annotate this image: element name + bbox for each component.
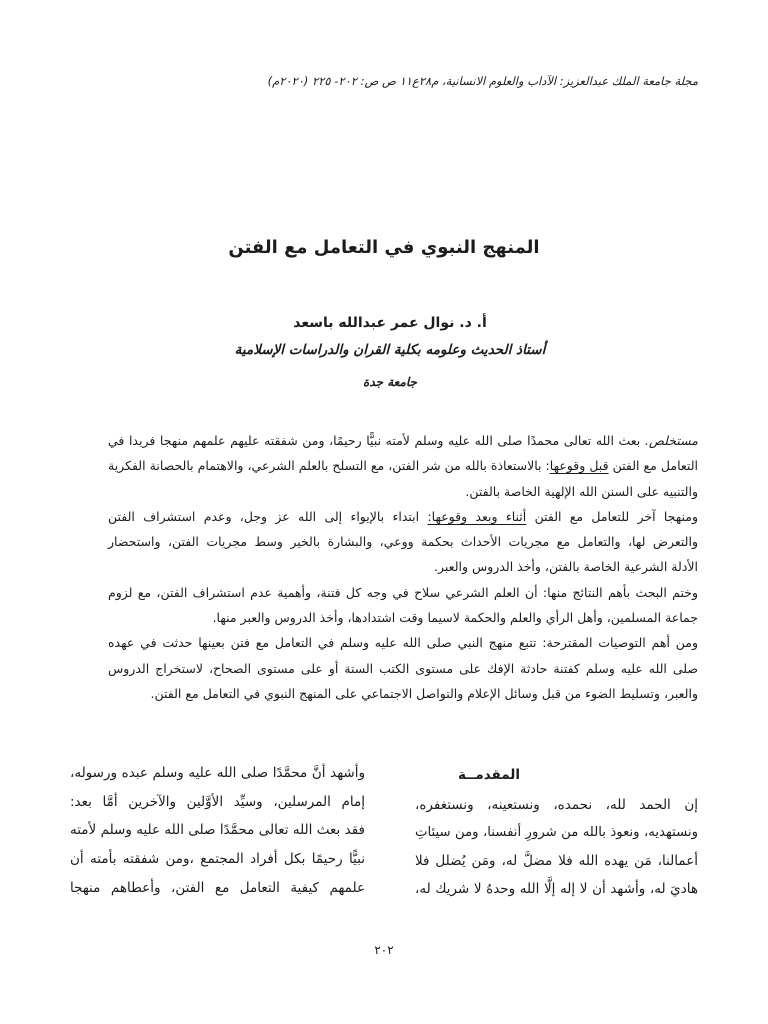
abstract-text: ومن أهم التوصيات المقترحة: تتبع منهج النبي صلى الله عليه وسلم في التعامل مع فتن بعينها حدثت في عهده — [108, 635, 698, 651]
abstract-line — [108, 479, 698, 504]
journal-header: مجلة جامعة الملك عبدالعزيز: الآداب والعلوم الانسانية، م٢٨ع١١ ص ص: ٢٠٢- ٢٢٥ (٢٠٢٠م) — [267, 74, 698, 88]
body-line: فقد بعث الله تعالى محمَّدًا صلى الله عليه وسلم لأمته — [70, 822, 365, 839]
abstract-label: مستخلص. — [644, 433, 698, 448]
page-number: ٢٠٢ — [374, 943, 394, 957]
abstract-text: والعبر، وتسليط الضوء من قبل وسائل الإعلام والتواصل الاجتماعي على المنهج النبوي في التعامل مع الفتن. — [150, 685, 698, 701]
abstract-line — [108, 630, 698, 655]
abstract-text: الأدلة الشرعية الخاصة بالفتن، وأخذ الدروس والعبر. — [434, 559, 698, 575]
body-line: علمهم كيفية التعامل مع الفتن، وأعطاهم منهجا — [70, 879, 365, 896]
author-position: أستاذ الحديث وعلومه بكلية القران والدراسات الإسلامية — [234, 342, 546, 358]
abstract-text: ابتداء بالإيواء إلى الله عز وجل، وعدم استشراف الفتن — [108, 508, 420, 524]
abstract-text: والتنبيه على السنن الله الإلهية الخاصة بالفتن. — [465, 483, 698, 499]
body-line: هاديَ له، وأشهد أن لا إله إلَّا الله وحدهُ لا شريك له، — [415, 881, 698, 897]
abstract-text: : بالاستعاذة بالله من شر الفتن، مع التسلح بالعلم الشرعي، والاهتمام بالحصانة الفكرية — [108, 458, 550, 474]
underlined-phrase: قبل وقوعها — [549, 458, 609, 474]
underlined-phrase: أثناء وبعد وقوعها: — [427, 508, 527, 524]
abstract-line — [108, 428, 698, 453]
body-line: وأشهد أنَّ محمَّدًا صلى الله عليه وسلم عبده ورسوله، — [70, 765, 365, 781]
body-line: إمام المرسلين، وسيِّد الأوَّلين والآخرين أمَّا بعد: — [70, 793, 365, 810]
introduction-left-column — [70, 759, 365, 903]
abstract-text: بعث الله تعالى محمدًا صلى الله عليه وسلم لأمته نبيًّا رحيمًا، ومن شفقته عليهم علمهم منهجا فريدا في — [108, 433, 641, 448]
abstract-line — [108, 453, 698, 478]
paper-title: المنهج النبوي في التعامل مع الفتن — [228, 237, 540, 258]
body-line: ونستهديه، ونعوذ بالله من شرورِ أنفسنا، ومن سيئاتِ — [415, 825, 698, 840]
abstract-line — [108, 504, 698, 529]
author-name: أ. د. نوال عمر عبدالله باسعد — [293, 315, 487, 331]
abstract — [108, 428, 698, 706]
abstract-text: جماعة المسلمين، وأهل الرأي والعلم والحكمة لاسيما وقت اشتدادها، وأخذ الدروس والعبر منها. — [212, 610, 698, 626]
abstract-text: التعامل مع الفتن — [612, 458, 698, 474]
abstract-line — [108, 656, 698, 681]
introduction-heading: المقدمــة — [457, 767, 520, 783]
abstract-text: ومنهجا آخر للتعامل مع الفتن — [534, 508, 698, 524]
body-line: أعمالنا، مَن يهده الله فلا مضلَّ له، ومَن يُضلل فلا — [415, 853, 698, 869]
introduction-right-column — [415, 759, 698, 903]
author-university: جامعة جدة — [363, 375, 417, 389]
abstract-line — [108, 681, 698, 706]
abstract-text: والتعرض لها، والتعامل مع مجريات الأحداث بحكمة ووعي، والبشارة بالخير وسط مجريات الفتن، واستحضار — [108, 534, 698, 550]
abstract-line — [108, 529, 698, 554]
abstract-line — [108, 580, 698, 605]
abstract-line — [108, 605, 698, 630]
abstract-line — [108, 554, 698, 579]
body-line: نبيًّا رحيمًا بكل أفراد المجتمع ،ومن شفقته بأمته أن — [70, 851, 365, 868]
body-line: إن الحمد لله، نحمده، ونستعينه، ونستغفره، — [415, 797, 698, 813]
abstract-text: وختم البحث بأهم النتائج منها: أن العلم الشرعي سلاح في وجه كل فتنة، وأهمية عدم استشراف الفتن، مع لزوم — [108, 584, 698, 600]
abstract-text: صلى الله عليه وسلم كفتنة حادثة الإفك على مستوى الكتب الستة أو على مستوى الصحاح، لاستخراج الدروس — [108, 660, 698, 676]
